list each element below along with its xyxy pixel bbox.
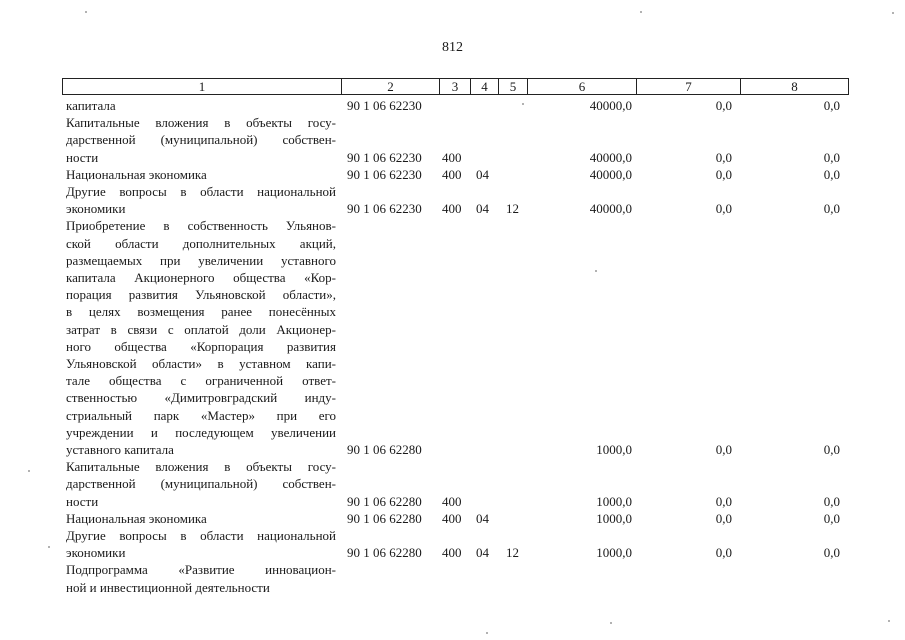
- row-name-line: Капитальные вложения в объекты госу-: [66, 459, 336, 475]
- col-6-value: 1000,0: [596, 493, 632, 509]
- table-row: [66, 97, 846, 114]
- scan-speck: [610, 622, 612, 624]
- col-3-value: 400: [442, 149, 462, 165]
- col-8-value: 0,0: [823, 493, 840, 509]
- row-name-line: Ульяновской области» в уставном капи-: [66, 356, 336, 372]
- row-name-line: стриальный парк «Мастер» при его: [66, 407, 336, 423]
- row-name: [66, 97, 336, 114]
- row-name-line: ности: [66, 493, 99, 509]
- row-name-line: капитала Акционерного общества «Кор-: [66, 270, 336, 285]
- budget-code: 90 1 06 62230: [347, 149, 422, 165]
- row-name-line: тале общества с ограниченной ответ-: [66, 373, 336, 389]
- row-name-line: ного общества «Корпорация развития: [66, 338, 336, 354]
- row-name-line: порация развития Ульяновской области»,: [66, 287, 336, 303]
- row-name-line: размещаемых при увеличении уставного: [66, 252, 336, 268]
- col-4-value: 04: [476, 545, 489, 561]
- budget-code: 90 1 06 62230: [347, 201, 422, 217]
- header-col-1: 1: [63, 79, 342, 95]
- col-8-value: 0,0: [823, 166, 840, 182]
- col-6-value: 1000,0: [596, 510, 632, 526]
- col-4-value: 04: [476, 166, 489, 182]
- col-8-value: 0,0: [823, 545, 840, 561]
- col-3-value: 400: [442, 493, 462, 509]
- col-5-value: 12: [506, 545, 519, 561]
- row-name-line: Национальная экономика: [66, 510, 207, 526]
- row-name: [66, 166, 336, 183]
- row-name-line: экономики: [66, 545, 126, 561]
- row-name-line: ской области дополнительных акций,: [66, 235, 336, 251]
- col-7-value: 0,0: [715, 201, 732, 217]
- col-8-value: 0,0: [823, 149, 840, 165]
- budget-code: 90 1 06 62280: [347, 545, 422, 561]
- header-col-6: 6: [528, 79, 637, 95]
- table-row: [66, 510, 846, 527]
- page-number: 812: [442, 40, 463, 55]
- budget-code: 90 1 06 62280: [347, 441, 422, 457]
- col-6-value: 1000,0: [596, 441, 632, 457]
- scan-speck: [892, 12, 894, 14]
- col-6-value: 40000,0: [589, 149, 632, 165]
- budget-code: 90 1 06 62230: [347, 166, 422, 182]
- header-col-4: 4: [471, 79, 499, 95]
- col-7-value: 0,0: [715, 510, 732, 526]
- col-6-value: 1000,0: [596, 545, 632, 561]
- col-4-value: 04: [476, 510, 489, 526]
- row-name-line: ности: [66, 149, 99, 165]
- row-name-line: Капитальные вложения в объекты госу-: [66, 115, 336, 131]
- row-name-line: ственностью «Димитровградский инду-: [66, 390, 336, 406]
- row-name: [66, 510, 336, 527]
- row-name: [66, 183, 336, 217]
- budget-code: 90 1 06 62280: [347, 493, 422, 509]
- row-name-line: уставного капитала: [66, 442, 174, 458]
- col-7-value: 0,0: [715, 149, 732, 165]
- col-3-value: 400: [442, 545, 462, 561]
- row-name-line: Приобретение в собственность Ульянов-: [66, 218, 336, 234]
- row-name-line: в целях возмещения ранее понесённых: [66, 304, 336, 320]
- scan-speck: [522, 103, 524, 105]
- header-col-8: 8: [741, 79, 849, 95]
- row-name-line: Другие вопросы в области национальной: [66, 528, 336, 543]
- col-3-value: 400: [442, 166, 462, 182]
- col-4-value: 04: [476, 201, 489, 217]
- row-name: [66, 114, 336, 166]
- table-row: [66, 561, 846, 595]
- col-8-value: 0,0: [823, 510, 840, 526]
- row-name: [66, 561, 336, 595]
- row-name-line: Подпрограмма «Развитие инновацион-: [66, 562, 336, 578]
- col-7-value: 0,0: [715, 98, 732, 113]
- row-name-line: затрат в связи с оплатой доли Акционер-: [66, 321, 336, 337]
- table-row: [66, 114, 846, 166]
- table-row: [66, 183, 846, 217]
- scan-speck: [640, 11, 642, 13]
- scan-speck: [85, 11, 87, 13]
- col-3-value: 400: [442, 201, 462, 217]
- col-7-value: 0,0: [715, 441, 732, 457]
- row-name: [66, 217, 336, 458]
- col-7-value: 0,0: [715, 493, 732, 509]
- row-name: [66, 458, 336, 510]
- header-col-3: 3: [440, 79, 471, 95]
- row-name-line: дарственной (муниципальной) собствен-: [66, 476, 336, 492]
- row-name-line: Другие вопросы в области национальной: [66, 184, 336, 199]
- table-row: [66, 217, 846, 458]
- table-row: [66, 527, 846, 561]
- row-name-line: ной и инвестиционной деятельности: [66, 579, 270, 595]
- row-name-line: Национальная экономика: [66, 166, 207, 182]
- col-8-value: 0,0: [823, 441, 840, 457]
- col-3-value: 400: [442, 510, 462, 526]
- table-row: [66, 166, 846, 183]
- budget-code: 90 1 06 62280: [347, 510, 422, 526]
- scan-speck: [486, 632, 488, 634]
- col-7-value: 0,0: [715, 166, 732, 182]
- col-6-value: 40000,0: [589, 98, 632, 113]
- row-name-line: учреждении и последующем увеличении: [66, 424, 336, 440]
- col-8-value: 0,0: [823, 201, 840, 217]
- row-name: [66, 527, 336, 561]
- budget-code: 90 1 06 62230: [347, 98, 422, 113]
- scan-speck: [595, 270, 597, 272]
- header-col-7: 7: [637, 79, 741, 95]
- col-6-value: 40000,0: [589, 166, 632, 182]
- col-7-value: 0,0: [715, 545, 732, 561]
- scan-speck: [888, 620, 890, 622]
- row-name-line: капитала: [66, 98, 116, 113]
- col-6-value: 40000,0: [589, 201, 632, 217]
- scan-speck: [48, 546, 50, 548]
- header-col-5: 5: [499, 79, 528, 95]
- table-header: [62, 78, 849, 95]
- scan-speck: [28, 470, 30, 472]
- col-8-value: 0,0: [823, 98, 840, 113]
- table-row: [66, 458, 846, 510]
- row-name-line: экономики: [66, 201, 126, 217]
- col-5-value: 12: [506, 201, 519, 217]
- header-col-2: 2: [342, 79, 440, 95]
- row-name-line: дарственной (муниципальной) собствен-: [66, 132, 336, 148]
